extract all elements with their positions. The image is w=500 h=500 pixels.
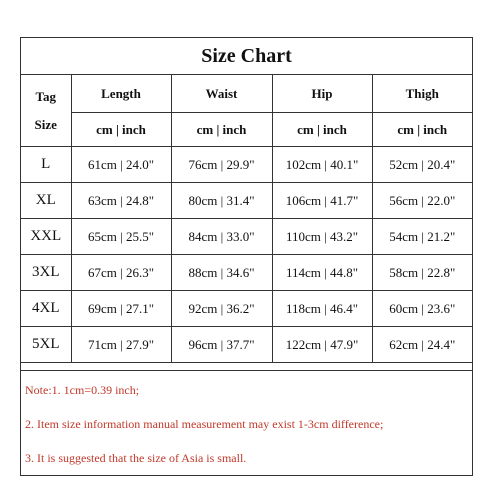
size-cell: 5XL [21, 327, 71, 363]
table-cell: 67cm | 26.3" [71, 255, 171, 291]
table-cell: 80cm | 31.4" [171, 183, 272, 219]
size-cell: L [21, 147, 71, 183]
chart-title: Size Chart [21, 38, 472, 75]
tag-size-header [21, 75, 71, 147]
table-cell: 62cm | 24.4" [372, 327, 472, 363]
table-row [21, 255, 472, 291]
size-chart [20, 37, 473, 476]
header-row [21, 75, 472, 113]
size-cell: XXL [21, 219, 71, 255]
column-header-length: Length [71, 75, 171, 113]
size-table [21, 75, 472, 363]
table-cell: 61cm | 24.0" [71, 147, 171, 183]
note-2: 2. Item size information manual measurement may exist 1-3cm difference; [25, 417, 384, 431]
note-3: 3. It is suggested that the size of Asia is small. [25, 451, 247, 465]
column-header-thigh: Thigh [372, 75, 472, 113]
table-cell: 102cm | 40.1" [272, 147, 372, 183]
unit-row [21, 113, 472, 147]
table-cell: 65cm | 25.5" [71, 219, 171, 255]
size-cell: 3XL [21, 255, 71, 291]
table-cell: 69cm | 27.1" [71, 291, 171, 327]
column-header-waist: Waist [171, 75, 272, 113]
table-cell: 122cm | 47.9" [272, 327, 372, 363]
table-row [21, 183, 472, 219]
size-label: Size [34, 116, 57, 132]
table-cell: 58cm | 22.8" [372, 255, 472, 291]
unit-label: cm | inch [171, 113, 272, 147]
table-cell: 71cm | 27.9" [71, 327, 171, 363]
table-cell: 63cm | 24.8" [71, 183, 171, 219]
table-cell: 118cm | 46.4" [272, 291, 372, 327]
table-cell: 96cm | 37.7" [171, 327, 272, 363]
table-cell: 114cm | 44.8" [272, 255, 372, 291]
note-1: Note:1. 1cm=0.39 inch; [25, 383, 140, 397]
table-row [21, 327, 472, 363]
tag-label: Tag [35, 88, 56, 104]
table-cell: 88cm | 34.6" [171, 255, 272, 291]
table-cell: 60cm | 23.6" [372, 291, 472, 327]
unit-label: cm | inch [71, 113, 171, 147]
table-cell: 54cm | 21.2" [372, 219, 472, 255]
notes-section [21, 370, 472, 475]
table-row [21, 291, 472, 327]
table-cell: 52cm | 20.4" [372, 147, 472, 183]
table-cell: 76cm | 29.9" [171, 147, 272, 183]
size-cell: 4XL [21, 291, 71, 327]
table-cell: 110cm | 43.2" [272, 219, 372, 255]
table-cell: 84cm | 33.0" [171, 219, 272, 255]
column-header-hip: Hip [272, 75, 372, 113]
table-row [21, 147, 472, 183]
unit-label: cm | inch [272, 113, 372, 147]
table-cell: 92cm | 36.2" [171, 291, 272, 327]
table-cell: 56cm | 22.0" [372, 183, 472, 219]
size-cell: XL [21, 183, 71, 219]
table-row [21, 219, 472, 255]
unit-label: cm | inch [372, 113, 472, 147]
table-cell: 106cm | 41.7" [272, 183, 372, 219]
